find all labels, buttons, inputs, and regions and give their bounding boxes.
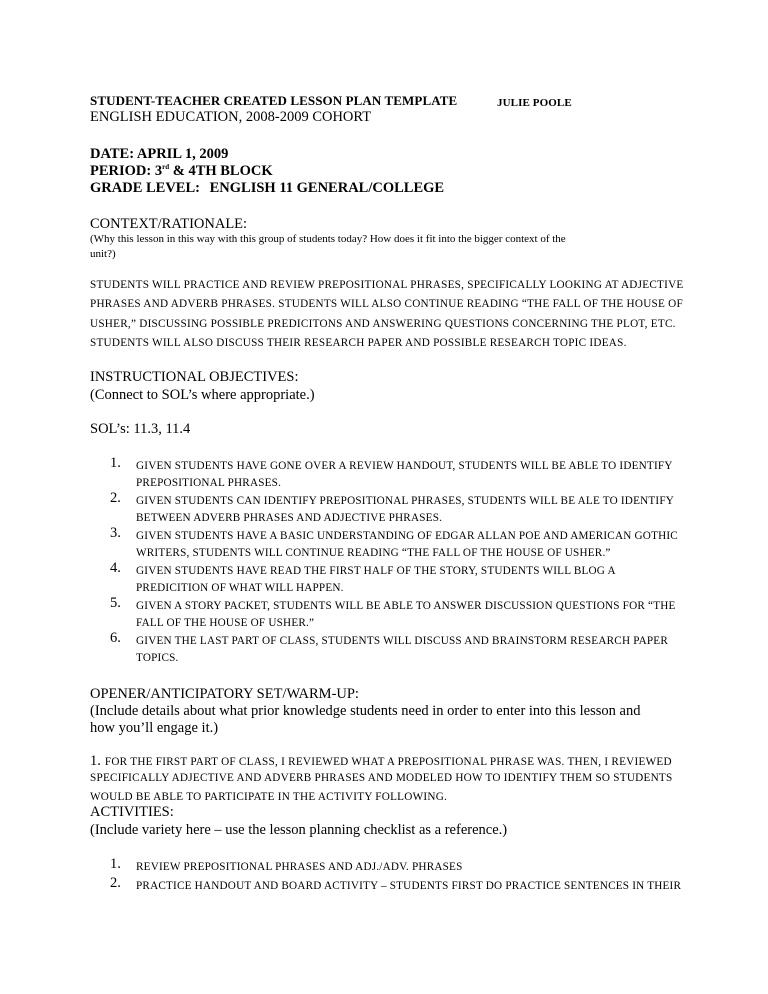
context-body-line: STUDENTS WILL PRACTICE AND REVIEW PREPOSITIONAL PHRASES, SPECIFICALLY LOOKING AT ADJECTIVE <box>90 279 684 291</box>
list-item-number: 2. <box>110 490 121 506</box>
objectives-heading: INSTRUCTIONAL OBJECTIVES: <box>90 369 299 385</box>
opener-prompt-cont: how you’ll engage it.) <box>90 720 219 736</box>
list-item: GIVEN A STORY PACKET, STUDENTS WILL BE ABLE TO ANSWER DISCUSSION QUESTIONS FOR “THE <box>136 600 676 612</box>
list-item: GIVEN STUDENTS CAN IDENTIFY PREPOSITIONAL PHRASES, STUDENTS WILL BE ALE TO IDENTIFY <box>136 495 675 507</box>
list-item-cont: BETWEEN ADVERB PHRASES AND ADJECTIVE PHRASES. <box>136 512 443 524</box>
list-item-cont: PREDICITION OF WHAT WILL HAPPEN. <box>136 582 344 594</box>
opener-body-line: WOULD BE ABLE TO PARTICIPATE IN THE ACTIVITY FOLLOWING. <box>90 791 448 803</box>
objectives-prompt: (Connect to SOL’s where appropriate.) <box>90 387 315 403</box>
period-line: PERIOD: 3rd & 4TH BLOCK <box>90 163 273 179</box>
context-body-line: STUDENTS WILL ALSO DISCUSS THEIR RESEARCH PAPER AND POSSIBLE RESEARCH TOPIC IDEAS. <box>90 337 627 349</box>
opener-prompt: (Include details about what prior knowledge students need in order to enter into this lesson and <box>90 703 641 719</box>
opener-heading: OPENER/ANTICIPATORY SET/WARM-UP: <box>90 686 359 702</box>
list-item-cont: FALL OF THE HOUSE OF USHER.” <box>136 617 315 629</box>
list-item-number: 3. <box>110 525 121 541</box>
document-title: STUDENT-TEACHER CREATED LESSON PLAN TEMPLATE <box>90 93 458 108</box>
list-item-number: 6. <box>110 630 121 646</box>
sol-line: SOL’s: 11.3, 11.4 <box>90 421 191 437</box>
author-name: JULIE POOLE <box>497 97 572 109</box>
list-item: GIVEN STUDENTS HAVE READ THE FIRST HALF OF THE STORY, STUDENTS WILL BLOG A <box>136 565 616 577</box>
list-item-number: 2. <box>110 875 121 891</box>
document-subtitle: ENGLISH EDUCATION, 2008-2009 COHORT <box>90 109 372 125</box>
list-item: PRACTICE HANDOUT AND BOARD ACTIVITY – STUDENTS FIRST DO PRACTICE SENTENCES IN THEIR <box>136 880 682 892</box>
activities-prompt: (Include variety here – use the lesson planning checklist as a reference.) <box>90 822 508 838</box>
list-item: REVIEW PREPOSITIONAL PHRASES AND ADJ./ADV. PHRASES <box>136 861 463 873</box>
list-item-number: 1. <box>110 856 121 872</box>
list-item-cont: WRITERS, STUDENTS WILL CONTINUE READING “THE FALL OF THE HOUSE OF USHER.” <box>136 547 611 559</box>
list-item: GIVEN THE LAST PART OF CLASS, STUDENTS WILL DISCUSS AND BRAINSTORM RESEARCH PAPER <box>136 635 669 647</box>
list-item: GIVEN STUDENTS HAVE GONE OVER A REVIEW HANDOUT, STUDENTS WILL BE ABLE TO IDENTIFY <box>136 460 673 472</box>
activities-heading: ACTIVITIES: <box>90 804 174 820</box>
list-item-cont: PREPOSITIONAL PHRASES. <box>136 477 282 489</box>
context-prompt-cont: unit?) <box>90 248 116 260</box>
list-item: GIVEN STUDENTS HAVE A BASIC UNDERSTANDING OF EDGAR ALLAN POE AND AMERICAN GOTHIC <box>136 530 678 542</box>
list-item-cont: TOPICS. <box>136 652 179 664</box>
context-heading: CONTEXT/RATIONALE: <box>90 216 248 232</box>
context-body-line: USHER,” DISCUSSING POSSIBLE PREDICITONS AND ANSWERING QUESTIONS CONCERNING THE PLOT, ETC. <box>90 318 676 330</box>
grade-level-line: GRADE LEVEL: ENGLISH 11 GENERAL/COLLEGE <box>90 180 445 196</box>
list-item-number: 1. <box>110 455 121 471</box>
context-body-line: PHRASES AND ADVERB PHRASES. STUDENTS WILL ALSO CONTINUE READING “THE FALL OF THE HOUSE OF <box>90 298 683 310</box>
list-item-number: 4. <box>110 560 121 576</box>
list-item-number: 5. <box>110 595 121 611</box>
context-prompt: (Why this lesson in this way with this group of students today? How does it fit into the bigger context of the <box>90 233 566 245</box>
opener-body-line: 1. FOR THE FIRST PART OF CLASS, I REVIEWED WHAT A PREPOSITIONAL PHRASE WAS. THEN, I REVIEWED <box>90 753 672 769</box>
opener-body-line: SPECIFICALLY ADJECTIVE AND ADVERB PHRASES AND MODELED HOW TO IDENTIFY THEM SO STUDENTS <box>90 772 673 784</box>
date-line: DATE: APRIL 1, 2009 <box>90 146 229 162</box>
